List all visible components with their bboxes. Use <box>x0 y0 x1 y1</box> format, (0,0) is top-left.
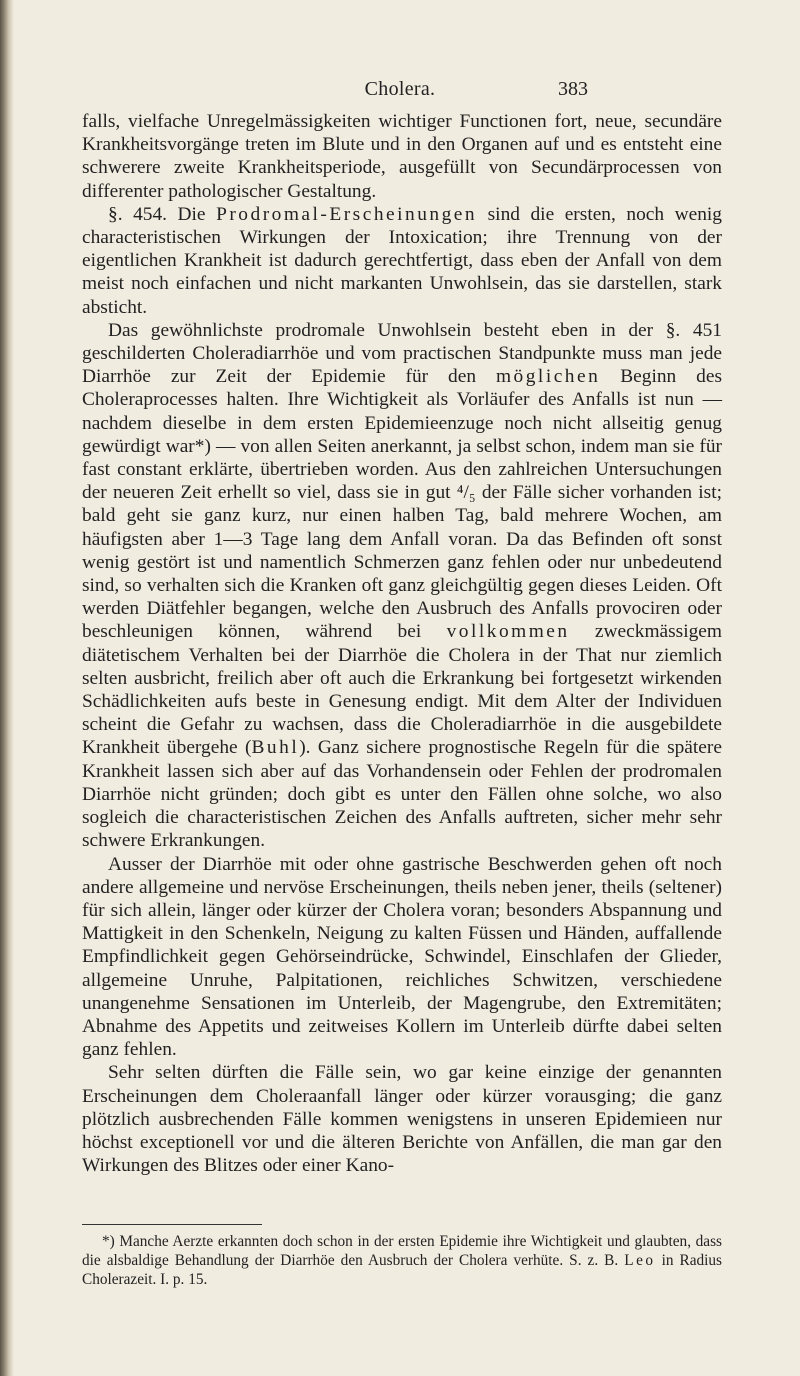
spaced-text: Leo <box>624 1252 656 1269</box>
spaced-text: vollkommen <box>446 621 570 643</box>
spaced-text: möglichen <box>495 366 601 388</box>
footnote-rule <box>82 1224 262 1225</box>
body-text <box>82 110 722 1177</box>
footnote <box>82 1232 722 1289</box>
paragraph-diarrhoea <box>82 319 722 853</box>
text-run: *) Manche Aerzte erkannten doch schon in der ersten Epidemie ihre Wichtigkeit und glaubten, dass die alsbaldige Behandlung der Diarrhöe den Ausbruch der Cholera verhüte. S. z. B. <box>82 1233 722 1269</box>
spaced-text: Prodromal-Erscheinungen <box>216 203 478 225</box>
text-run: ). Ganz sichere prognostische Regeln für die spätere Krankheit lassen sich aber auf das Vorhandensein oder Fehlen der prodromalen Diarrhöe nicht gründen; doch gibt es unter den Fällen ohne solche, wo also sogleich die characteristischen Zeichen des Anfalls auftreten, sicher mehr sehr schwere Erkrankungen. <box>82 737 722 852</box>
text-run: §. 454. Die <box>108 203 217 225</box>
text-run: Ausser der Diarrhöe mit oder ohne gastrische Beschwerden gehen oft noch andere allgemeine und nervöse Erscheinungen, theils neben jener, theils (seltener) für sich allein, länger oder kürzer der Cholera voran; besonders Abspannung und Mattigkeit in den Schenkeln, Neigung zu kalten Füssen und Händen, auffallende Empfindlichkeit gegen Gehörseindrücke, Schwindel, Einschlafen der Glieder, allgemeine Unruhe, Palpitationen, reichliches Schwitzen, verschiedene unangenehme Sensationen im Unterleib, der Magengrube, den Extremitäten; Abnahme des Appetits und zeitweises Kollern im Unterleib dürfte dabei selten ganz fehlen. <box>82 853 722 1061</box>
page-binding-edge <box>0 0 14 1376</box>
text-run: Das gewöhnlichste prodromale Unwohlsein besteht eben in der §. 451 geschilderten Choleradiarrhöe und vom practischen Standpunkte muss man jede Diarrhöe zur Zeit der Epidemie für den <box>82 319 722 388</box>
paragraph-other-symptoms <box>82 853 722 1062</box>
footnote-text <box>82 1232 722 1289</box>
text-run: in Radius Cholerazeit. I. p. 15. <box>82 1252 722 1288</box>
text-run: falls, vielfache Unregelmässigkeiten wichtiger Functionen fort, neue, secundäre Krankheitsvorgänge treten im Blute und in den Organen auf und es entsteht eine schwerere zweite Krankheitsperiode, ausgefüllt von Secundärprocessen von differenter pathologischer Gestaltung. <box>82 111 722 202</box>
spaced-text: Buhl <box>251 737 300 759</box>
running-head: Cholera. <box>364 78 436 100</box>
paragraph-sudden-cases <box>82 1061 722 1177</box>
page-header <box>0 78 800 108</box>
text-run: Sehr selten dürften die Fälle sein, wo gar keine einzige der genannten Erscheinungen dem Choleraanfall länger oder kürzer vorausging; die ganz plötzlich ausbrechenden Fälle kommen wenigstens in unseren Epidemieen nur höchst exceptionell vor und die älteren Berichte von Anfällen, die man gar den Wirkungen des Blitzes oder einer Kano- <box>82 1062 722 1177</box>
text-run: zweckmässigem diätetischem Verhalten bei der Diarrhöe die Cholera in der That nur ziemlich selten ausbricht, freilich aber oft auch die Erkrankung bei fortgesetzt wirkenden Schädlichkeiten aufs beste in Genesung endigt. Mit dem Alter der Individuen scheint die Gefahr zu wachsen, dass die Choleradiarrhöe in die ausgebildete Krankheit übergehe ( <box>82 621 722 759</box>
text-run: sind die ersten, noch wenig characteristischen Wirkungen der Intoxication; ihre Trennung von der eigentlichen Krankheit ist dadurch gerechtfertigt, dass eben der Anfall von dem meist noch einfachen und nicht markanten Unwohlsein, das sie darstellen, stark absticht. <box>82 203 722 318</box>
paragraph-section-454 <box>82 203 722 319</box>
paragraph-continuation <box>82 110 722 203</box>
text-run: Beginn des Choleraprocesses halten. Ihre Wichtigkeit als Vorläufer des Anfalls ist nun — nachdem dieselbe in dem ersten Epidemieenzuge noch nicht allseitig genug gewürdigt war*) — von allen Seiten anerkannt, ja selbst schon, indem man sie für fast constant erklärte, übertrieben worden. Aus den zahlreichen Untersuchungen der neueren Zeit erhellt so viel, dass sie in gut ⁴/₅ der Fälle sicher vorhanden ist; bald geht sie ganz kurz, nur einen halben Tag, bald mehrere Wochen, am häufigsten aber 1—3 Tage lang dem Anfall voran. Da das Befinden oft sonst wenig gestört ist und namentlich Schmerzen ganz fehlen oder nur unbedeutend sind, so verhalten sich die Kranken oft ganz gleichgültig gegen dieses Leiden. Oft werden Diätfehler begangen, welche den Ausbruch des Anfalls provociren oder beschleunigen können, während bei <box>82 366 722 643</box>
page-number: 383 <box>558 78 588 100</box>
